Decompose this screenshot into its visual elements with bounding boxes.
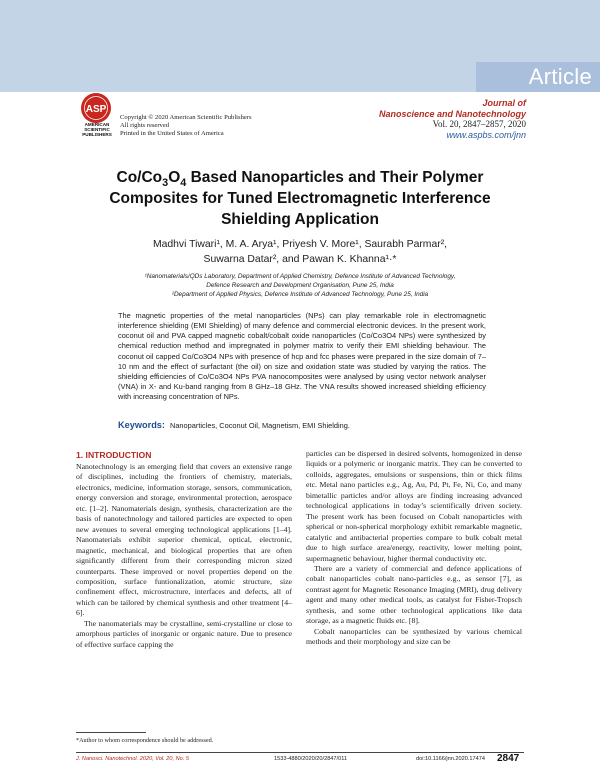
volume-info: Vol. 20, 2847–2857, 2020 — [432, 119, 526, 130]
paper-title: $Co/Co_3O_4$ Based Nanoparticles and Their Polymer Composites for Tuned Electromagnetic Interference Shielding Application — [109, 169, 491, 228]
paragraph: The nanomaterials may be crystalline, semi-crystalline or close to amorphous particles of inorganic or organic nature. Due to presence of effective surface capping the — [76, 618, 292, 649]
article-label: Article — [528, 64, 592, 89]
printed-line: Printed in the United States of America — [120, 130, 224, 138]
affiliation-line: ²Department of Applied Physics, Defence Institute of Advanced Technology, Pune 25, India — [171, 290, 429, 298]
paragraph: Nanotechnology is an emerging field that covers an extensive range of disciplines, including the frontiers of chemistry, materials, electronics, medicine, information storage, sensors, communication, energy conversion and storage, environmental protection, aerospace etc. [1–2]. Nanomaterials design, synthesis, characterization are the basis of nanotechnology and tailored particles are expected to open new avenues to several emerging technological applications [1–4]. Nanomaterials exhibit superior chemical, optical, electronic, magnetic, mechanical, and biological properties that are often significantly different from their corresponding micron sized counterparts. These improved or novel properties depend on the composition, surface funtionalization, atomic structure, size confinement effect, microstructure, interfaces and defects, all of which can be tailored by chemical synthesis and other treatment [4–6]. — [76, 462, 292, 618]
logo-abbrev: ASP — [85, 104, 107, 115]
paragraph: There are a variety of commercial and defence applications of cobalt nanoparticles cobalt nano-particles e.g., as sensor [7], as contrast agent for Magnetic Resonance Imaging (MRI), drug delivery agent and many other medical tools, as catalyst for Fisher-Tropsch synthesis, and some other technological applications like data storage, as a magnetic fluids etc. [8]. — [306, 563, 522, 626]
authors-line2: Suwarna Datar², and Pawan K. Khanna¹·* — [203, 253, 397, 265]
paragraph: particles can be dispersed in desired solvents, homogenized in dense liquids or a polymeric or inorganic matrix. They can be converted to colloids, aggregates, emulsions or suspensions, thin or thick films etc. Metal nano particles e.g., Ag, Au, Pd, Pt, Fe, Ni, Co, and many bimetallic particles and/or alloys are finding increasing advanced technological applications in today’s scientifically driven society. The present work has been focused on Cobalt nanoparticles with spherical or non-spherical morphology exhibit remarkable magnetic, catalytic and antibacterial properties compare to bulk cobalt metal due to high surface area/energy, reactivity, lower melting point, supermagnetic behaviour, higher thermal conductivity etc. — [306, 449, 522, 563]
affiliation-line: Defence Research and Development Organisation, Pune 25, India — [206, 281, 394, 289]
footer-citation — [76, 756, 189, 762]
author-list — [80, 238, 520, 267]
right-column — [306, 449, 522, 648]
copyright-line: Copyright © 2020 American Scientific Publishers — [120, 114, 252, 121]
page-number: 2847 — [497, 753, 520, 764]
affiliations — [80, 273, 520, 299]
keywords-text: Nanoparticles, Coconut Oil, Magnetism, EMI Shielding. — [169, 421, 350, 430]
section-heading: 1. INTRODUCTION — [76, 450, 152, 460]
footer-rule — [76, 752, 524, 753]
journal-line1: Journal of — [482, 98, 526, 108]
left-column — [76, 462, 292, 650]
footnote-rule — [76, 732, 146, 733]
footer-volume: 2020, Vol. 20, No. 5 — [138, 756, 189, 762]
footnote: *Author to whom correspondence should be addressed. — [76, 737, 214, 744]
footer-journal: J. Nanosci. Nanotechnol. — [76, 756, 139, 762]
keywords-label: Keywords: — [118, 420, 165, 430]
abstract: The magnetic properties of the metal nanoparticles (NPs) can play remarkable role in electromagnetic interference shielding (EMI Shielding) of many defence and commercial electronic devices. In the present work, coconut oil and PVA capped magnetic cobalt/cobalt oxide nanoparticles (Co/Co3O4 NPs) were synthesized by chemical reduction method and impregnated in polymer matrix to verify their EMI shielding behaviour. The coconut oil capped Co/Co3O4 NPs with presence of hcp and fcc phases were prepared in the size domain of 7–10 nm and the effect of surfactant (the oil) on size and oxidation state was studied by varying the ratios. The shielding efficiencies of Co/Co3O4 NPs PVA nanocomposites were analysed by using vector network analyser (VNA) in X- and Ku-band ranging from 8 GHz–18 GHz. The VNA results showed increased shielding efficiency with increasing concentration of NPs. — [118, 311, 486, 402]
footer-doi: doi:10.1166/jnn.2020.17474 — [416, 756, 485, 762]
rights-line: All rights reserved — [120, 122, 170, 130]
publisher-info — [120, 114, 252, 139]
logo-line: AMERICAN — [84, 122, 110, 127]
journal-website-link[interactable]: www.aspbs.com/jnn — [446, 129, 526, 140]
logo-caption — [74, 122, 120, 138]
affiliation-line: ¹Nanomaterials/QDs Laboratory, Department of Applied Chemistry, Defence Institute of Advanced Technology, — [144, 273, 456, 280]
logo-line: SCIENTIFIC — [84, 127, 110, 133]
authors-line1: Madhvi Tiwari¹, M. A. Arya¹, Priyesh V. More¹, Saurabh Parmar², — [152, 239, 448, 250]
logo-line: PUBLISHERS — [82, 132, 112, 138]
paragraph: Cobalt nanoparticles can be synthesized by various chemical methods and their morphology and size can be — [306, 626, 522, 647]
keywords — [118, 420, 488, 430]
journal-name: Nanoscience and Nanotechnology — [378, 108, 526, 119]
footer-issn: 1533-4880/2020/20/2847/011 — [274, 756, 347, 762]
journal-info — [379, 98, 526, 140]
